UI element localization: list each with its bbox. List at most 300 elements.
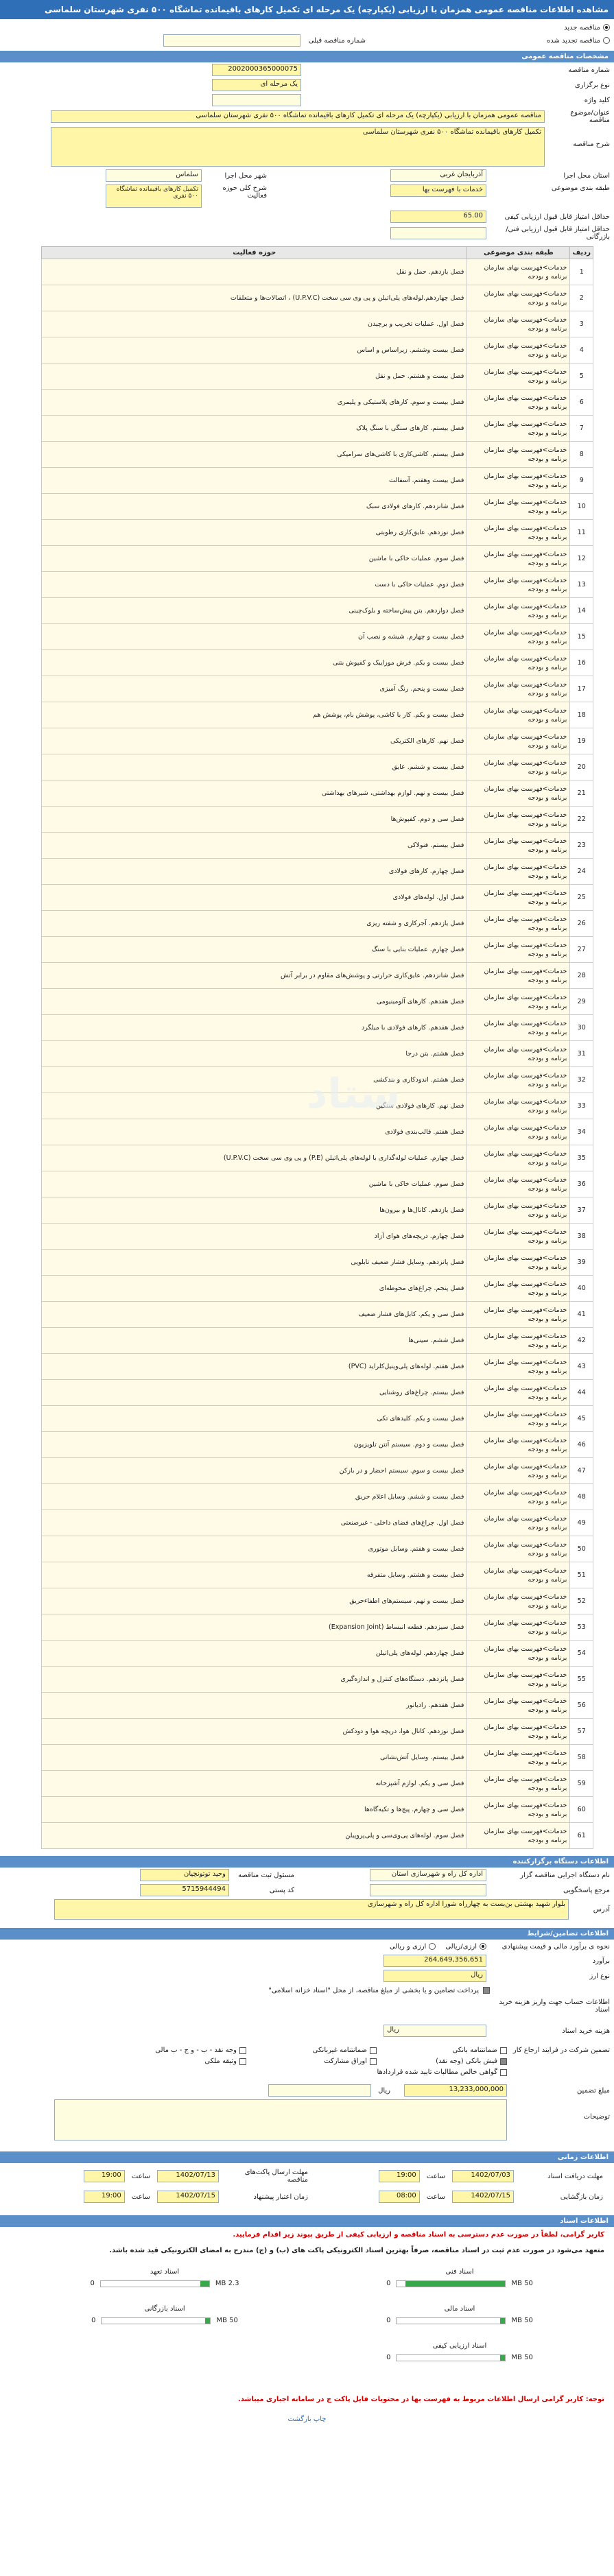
table-row <box>42 1719 593 1745</box>
row-activity: فصل بیست و یکم. کلیدهای تکی <box>42 1406 467 1432</box>
row-category: خدمات>فهرست بهای سازمان برنامه و بودجه <box>467 1614 570 1641</box>
row-number: 23 <box>570 833 593 859</box>
files-grid <box>0 2258 614 2371</box>
table-row <box>42 1641 593 1667</box>
file-label: اسناد تعهد <box>150 2268 180 2276</box>
table-row <box>42 1354 593 1380</box>
row-activity: فصل چهارم. عملیات بنایی با سنگ <box>42 937 467 963</box>
row-number: 39 <box>570 1250 593 1276</box>
files-note-1: کاربر گرامی، لطفاً در صورت عدم دسترسی به اسناد مناقصه و ارزیابی کیفی از طریق پیوند زیر اقدام فرمایید. <box>0 2227 614 2243</box>
header-category: طبقه بندی موضوعی <box>467 247 570 259</box>
row-category: خدمات>فهرست بهای سازمان برنامه و بودجه <box>467 1588 570 1614</box>
row-activity: فصل بیست و یکم. کار با کاشی، پوشش بام، پوشش هم <box>42 702 467 728</box>
table-row <box>42 1771 593 1797</box>
deposit-label: نحوه ی برآورد مالی و قیمت پیشنهادی <box>501 1942 610 1951</box>
row-activity: فصل بیست و سوم. سیستم احضار و در بازکن <box>42 1458 467 1484</box>
time-doc-receive: مهلت دریافت اسناد 1402/07/03 ساعت 19:00 <box>312 2167 607 2185</box>
row-number: 35 <box>570 1145 593 1171</box>
guarantee-option[interactable] <box>246 2058 377 2065</box>
table-row <box>42 1588 593 1614</box>
file-progress <box>396 2317 506 2324</box>
radio-dot[interactable] <box>480 1943 486 1950</box>
guarantee-option-label: گواهی خالص مطالبات تایید شده قراردادها <box>377 2068 497 2076</box>
row-number: 16 <box>570 650 593 676</box>
row-activity: فصل بیستم. کارهای سنگی با سنگ پلاک <box>42 416 467 442</box>
row-activity: فصل بیست وهفتم. آسفالت <box>42 468 467 494</box>
guarantee-currency: ریال <box>378 2086 390 2095</box>
row-activity: فصل سوم. عملیات خاکی با ماشین <box>42 1171 467 1197</box>
radio-dot[interactable] <box>603 37 610 44</box>
row-category: خدمات>فهرست بهای سازمان برنامه و بودجه <box>467 702 570 728</box>
fee-checkbox[interactable] <box>483 1987 490 1994</box>
row-category: خدمات>فهرست بهای سازمان برنامه و بودجه <box>467 546 570 572</box>
row-number: 38 <box>570 1224 593 1250</box>
table-row <box>42 1406 593 1432</box>
row-number: 34 <box>570 1119 593 1145</box>
table-row <box>42 259 593 285</box>
row-activity: فصل سیزدهم. قطعه انبساط (Expansion Joint) <box>42 1614 467 1641</box>
desc2-field[interactable] <box>54 2099 507 2140</box>
table-row <box>42 1145 593 1171</box>
row-category: خدمات>فهرست بهای سازمان برنامه و بودجه <box>467 1145 570 1171</box>
row-number: 14 <box>570 598 593 624</box>
row-activity: فصل هشتم. اندودکاری و بندکشی <box>42 1067 467 1093</box>
desc2-row <box>0 2098 614 2142</box>
row-category: خدمات>فهرست بهای سازمان برنامه و بودجه <box>467 311 570 337</box>
row-number: 10 <box>570 494 593 520</box>
row-category: خدمات>فهرست بهای سازمان برنامه و بودجه <box>467 754 570 780</box>
file-progress <box>100 2280 210 2287</box>
row-category: خدمات>فهرست بهای سازمان برنامه و بودجه <box>467 1224 570 1250</box>
guarantee-option-label: فیش بانکی (وجه نقد) <box>436 2058 497 2065</box>
table-row <box>42 780 593 807</box>
tender-number-field[interactable]: 2002000365000075 <box>212 64 301 76</box>
min-score2-label: حداقل امتیاز قابل قبول ارزیابی فنی/بازرگانی <box>506 226 610 241</box>
table-row <box>42 650 593 676</box>
row-number: 60 <box>570 1797 593 1823</box>
checkbox[interactable] <box>370 2058 377 2065</box>
row-category: خدمات>فهرست بهای سازمان برنامه و بودجه <box>467 624 570 650</box>
guarantee-options <box>116 2047 507 2076</box>
row-activity: فصل بیست و ششم. وسایل اعلام حریق <box>42 1484 467 1510</box>
currency-label: نوع ارز <box>589 1972 610 1980</box>
guarantee-amount-label: مبلغ تضمین <box>576 2086 610 2095</box>
row-number: 12 <box>570 546 593 572</box>
table-row <box>42 937 593 963</box>
row-number: 31 <box>570 1041 593 1067</box>
radio-dot[interactable] <box>603 24 610 31</box>
table-row <box>42 337 593 363</box>
table-row <box>42 1041 593 1067</box>
table-row <box>42 1536 593 1562</box>
row-activity: فصل هفدهم. رادیاتور <box>42 1693 467 1719</box>
guarantee-option-label: وجه نقد - ب - و ج - ب مالی <box>155 2047 237 2054</box>
time-grid <box>0 2163 614 2208</box>
guarantee-option[interactable] <box>377 2068 507 2076</box>
row-number: 27 <box>570 937 593 963</box>
doc-price-field[interactable]: ریال <box>383 2025 486 2037</box>
row-number: 58 <box>570 1745 593 1771</box>
row-activity: فصل چهاردهم.لوله‌های پلی‌اتیلن و پی وی سی سخت (U.P.V.C) ، اتصالات‌ها و متعلقات <box>42 285 467 311</box>
row-number: 56 <box>570 1693 593 1719</box>
currency-field[interactable]: ریال <box>383 1970 486 1982</box>
subject-label: عنوان/موضوع مناقصه <box>570 109 610 124</box>
table-row <box>42 390 593 416</box>
address-row <box>0 1898 614 1921</box>
row-activity: فصل چهارم. عملیات لوله‌گذاری با لوله‌های پلی‌اتیلن (P.E) و پی وی سی سخت (U.P.V.C) <box>42 1145 467 1171</box>
table-row <box>42 1614 593 1641</box>
file-label: اسناد فنی <box>445 2268 474 2276</box>
row-category: خدمات>فهرست بهای سازمان برنامه و بودجه <box>467 598 570 624</box>
row-number: 9 <box>570 468 593 494</box>
row-number: 52 <box>570 1588 593 1614</box>
table-row <box>42 624 593 650</box>
row-activity: فصل نوزدهم. عایق‌کاری رطوبتی <box>42 520 467 546</box>
file-label: اسناد مالی <box>444 2305 475 2313</box>
row-category: خدمات>فهرست بهای سازمان برنامه و بودجه <box>467 885 570 911</box>
row-number: 59 <box>570 1771 593 1797</box>
subject-row <box>0 108 614 126</box>
table-row <box>42 989 593 1015</box>
row-category: خدمات>فهرست بهای سازمان برنامه و بودجه <box>467 1797 570 1823</box>
account-label: اطلاعات حساب جهت واریز هزینه خرید اسناد <box>499 1999 610 2014</box>
row-activity: فصل سوم. عملیات خاکی با ماشین <box>42 546 467 572</box>
validity-time[interactable]: 19:00 <box>84 2191 125 2203</box>
doc-price-row <box>0 2015 614 2038</box>
table-row <box>42 572 593 598</box>
row-number: 3 <box>570 311 593 337</box>
table-row <box>42 1067 593 1093</box>
row-activity: فصل بیست و نهم. لوازم بهداشتی، شیرهای بهداشتی <box>42 780 467 807</box>
file-progress-fill <box>405 2281 505 2287</box>
row-number: 22 <box>570 807 593 833</box>
row-category: خدمات>فهرست بهای سازمان برنامه و بودجه <box>467 1093 570 1119</box>
table-row <box>42 1484 593 1510</box>
radio-dot[interactable] <box>429 1943 436 1950</box>
guarantee-option[interactable] <box>377 2047 507 2054</box>
row-number: 11 <box>570 520 593 546</box>
doc-price-label: هزینه خرید اسناد <box>562 2027 610 2035</box>
file-label: اسناد بازرگانی <box>144 2305 185 2313</box>
header-row-number: ردیف <box>570 247 593 259</box>
checkbox[interactable] <box>370 2047 377 2054</box>
keyword-label: کلید واژه <box>584 96 610 104</box>
radio-new[interactable]: مناقصه جدید <box>564 24 610 32</box>
checkbox[interactable] <box>239 2047 246 2054</box>
estimate-field[interactable]: 264,649,356,651 <box>383 1955 486 1967</box>
file-progress-fill <box>205 2318 211 2324</box>
city-field[interactable]: سلماس <box>106 169 202 182</box>
row-activity: فصل دوم. عملیات خاکی با دست <box>42 572 467 598</box>
submit-date[interactable]: 1402/07/13 <box>157 2170 219 2182</box>
row-activity: فصل بیست و هشتم. حمل و نقل <box>42 363 467 390</box>
table-row <box>42 1171 593 1197</box>
row-category: خدمات>فهرست بهای سازمان برنامه و بودجه <box>467 1380 570 1406</box>
org-field[interactable]: اداره کل راه و شهرسازی استان <box>370 1869 486 1881</box>
province-label: استان محل اجرا <box>563 171 610 180</box>
city-label: شهر محل اجرا <box>224 171 267 180</box>
row-category: خدمات>فهرست بهای سازمان برنامه و بودجه <box>467 1693 570 1719</box>
general-section-title: مشخصات مناقصه عمومی <box>0 51 614 62</box>
table-row <box>42 1562 593 1588</box>
desc-field[interactable]: تکمیل کارهای باقیمانده تماشگاه ۵۰۰ نفری شهرستان سلماسی <box>51 127 545 167</box>
row-activity: فصل بیستم. چراغ‌های روشنایی <box>42 1380 467 1406</box>
row-number: 8 <box>570 442 593 468</box>
contact-field[interactable]: وحید توتونچیان <box>140 1869 229 1881</box>
postal-label: کد پستی <box>269 1886 294 1894</box>
row-number: 18 <box>570 702 593 728</box>
row-number: 50 <box>570 1536 593 1562</box>
row-category: خدمات>فهرست بهای سازمان برنامه و بودجه <box>467 1771 570 1797</box>
guarantee-option[interactable] <box>377 2058 507 2065</box>
table-row <box>42 1667 593 1693</box>
row-number: 30 <box>570 1015 593 1041</box>
guarantee-amount-row <box>0 2077 614 2098</box>
open-time[interactable]: 08:00 <box>379 2191 420 2203</box>
row-category: خدمات>فهرست بهای سازمان برنامه و بودجه <box>467 807 570 833</box>
guarantee-option[interactable] <box>246 2047 377 2054</box>
row-number: 29 <box>570 989 593 1015</box>
table-row <box>42 859 593 885</box>
row-category: خدمات>فهرست بهای سازمان برنامه و بودجه <box>467 1562 570 1588</box>
table-row <box>42 1745 593 1771</box>
file-progress <box>101 2317 211 2324</box>
checkbox[interactable] <box>500 2069 507 2076</box>
row-category: خدمات>فهرست بهای سازمان برنامه و بودجه <box>467 989 570 1015</box>
org-section-title: اطلاعات دستگاه برگزارکننده <box>0 1856 614 1868</box>
row-category: خدمات>فهرست بهای سازمان برنامه و بودجه <box>467 1302 570 1328</box>
table-row <box>42 963 593 989</box>
table-row <box>42 442 593 468</box>
currency-row <box>0 1968 614 1983</box>
file-progress <box>396 2354 506 2361</box>
table-row <box>42 1197 593 1224</box>
row-category: خدمات>فهرست بهای سازمان برنامه و بودجه <box>467 650 570 676</box>
row-number: 7 <box>570 416 593 442</box>
type-field[interactable]: یک مرحله ای <box>212 79 301 91</box>
tender-number-label: شماره مناقصه <box>568 66 610 74</box>
row-number: 13 <box>570 572 593 598</box>
open-date[interactable]: 1402/07/15 <box>452 2191 514 2203</box>
file-progress-fill <box>200 2281 209 2287</box>
table-row <box>42 1693 593 1719</box>
row-category: خدمات>فهرست بهای سازمان برنامه و بودجه <box>467 416 570 442</box>
validity-date[interactable]: 1402/07/15 <box>157 2191 219 2203</box>
row-category: خدمات>فهرست بهای سازمان برنامه و بودجه <box>467 1745 570 1771</box>
table-row <box>42 598 593 624</box>
row-activity: فصل شانزدهم. کارهای فولادی سبک <box>42 494 467 520</box>
row-category: خدمات>فهرست بهای سازمان برنامه و بودجه <box>467 937 570 963</box>
row-number: 21 <box>570 780 593 807</box>
keyword-row <box>0 93 614 108</box>
row-category: خدمات>فهرست بهای سازمان برنامه و بودجه <box>467 1719 570 1745</box>
table-row <box>42 1797 593 1823</box>
row-number: 17 <box>570 676 593 702</box>
row-category: خدمات>فهرست بهای سازمان برنامه و بودجه <box>467 1328 570 1354</box>
category-field[interactable]: خدمات با فهرست بها <box>390 184 486 197</box>
table-row <box>42 911 593 937</box>
table-row <box>42 1119 593 1145</box>
estimate-row <box>0 1953 614 1968</box>
print-link[interactable]: چاپ بارگشت <box>287 2416 327 2423</box>
row-activity: فصل سی و چهارم. پیچ‌ها و تکیه‌گاه‌ها <box>42 1797 467 1823</box>
page-title: مشاهده اطلاعات مناقصه عمومی همزمان با ارزیابی (یکپارچه) یک مرحله ای تکمیل کارهای باقیمانده تماشگاه ۵۰۰ نفری شهرستان سلماسی <box>0 0 614 19</box>
province-row <box>0 168 614 183</box>
row-activity: فصل بیست و نهم. سیستم‌های اطفاءحریق <box>42 1588 467 1614</box>
row-category: خدمات>فهرست بهای سازمان برنامه و بودجه <box>467 780 570 807</box>
file-block <box>17 2305 312 2324</box>
guarantee-option-label: وثیقه ملکی <box>204 2058 237 2065</box>
checkbox[interactable] <box>239 2058 246 2065</box>
min-score-field[interactable]: 65.00 <box>390 211 486 223</box>
row-activity: فصل نهم. کارهای الکتریکی <box>42 728 467 754</box>
table-row <box>42 285 593 311</box>
file-block <box>312 2305 607 2324</box>
min-score-label: حداقل امتیاز قابل قبول ارزیابی کیفی <box>504 213 610 221</box>
file-size: 50 MB <box>511 2317 533 2324</box>
row-activity: فصل بیستم. فنولاکی <box>42 833 467 859</box>
row-number: 55 <box>570 1667 593 1693</box>
row-category: خدمات>فهرست بهای سازمان برنامه و بودجه <box>467 1171 570 1197</box>
scope-field[interactable]: تکمیل کارهای باقیمانده تماشگاه ۵۰۰ نفری <box>106 184 202 208</box>
postal-field[interactable]: 5715944494 <box>140 1884 229 1896</box>
row-activity: فصل بیست و ششم. عایق <box>42 754 467 780</box>
type-row <box>0 77 614 93</box>
table-row <box>42 1224 593 1250</box>
row-number: 40 <box>570 1276 593 1302</box>
checkbox[interactable] <box>500 2058 507 2065</box>
address-field[interactable]: بلوار شهید بهشتی بن‌بست به چهارراه شورا اداره کل راه و شهرسازی <box>54 1899 569 1920</box>
time-submit: مهلت ارسال پاکت‌های مناقصه 1402/07/13 ساعت 19:00 <box>17 2167 312 2185</box>
row-number: 45 <box>570 1406 593 1432</box>
row-activity: فصل سی و یکم. کابل‌های فشار ضعیف <box>42 1302 467 1328</box>
radio-both[interactable]: ارزی و ریالی <box>390 1943 436 1951</box>
row-activity: فصل بیست و سوم. کارهای پلاستیکی و پلیمری <box>42 390 467 416</box>
row-activity: فصل بیستم. وسایل آتش‌نشانی <box>42 1745 467 1771</box>
row-activity: فصل پنجم. چراغ‌های محوطه‌ای <box>42 1276 467 1302</box>
time-section-title: اطلاعات زمانی <box>0 2151 614 2163</box>
guarantee-option[interactable] <box>116 2047 246 2054</box>
row-category: خدمات>فهرست بهای سازمان برنامه و بودجه <box>467 1354 570 1380</box>
radio-renewed[interactable]: مناقصه تجدید شده <box>547 37 610 45</box>
row-number: 47 <box>570 1458 593 1484</box>
renewed-row <box>0 33 614 48</box>
row-category: خدمات>فهرست بهای سازمان برنامه و بودجه <box>467 1432 570 1458</box>
row-number: 15 <box>570 624 593 650</box>
prev-number-label: شماره مناقصه قبلی <box>308 36 366 45</box>
guarantee-option[interactable] <box>116 2058 246 2065</box>
table-row <box>42 1093 593 1119</box>
file-progress-zero: 0 <box>91 2317 96 2324</box>
row-activity: فصل دوازدهم. بتن پیش‌ساخته و بلوک‌چینی <box>42 598 467 624</box>
row-category: خدمات>فهرست بهای سازمان برنامه و بودجه <box>467 1510 570 1536</box>
row-number: 19 <box>570 728 593 754</box>
scope-label: شرح کلی حوزه فعالیت <box>222 184 267 200</box>
ref-field[interactable] <box>370 1884 486 1896</box>
prev-number-field[interactable] <box>163 34 300 47</box>
row-category: خدمات>فهرست بهای سازمان برنامه و بودجه <box>467 1406 570 1432</box>
file-block <box>312 2268 607 2287</box>
watermark: ستاد <box>306 1070 401 1118</box>
doc-receive-date[interactable]: 1402/07/03 <box>452 2170 514 2182</box>
file-block <box>312 2342 607 2361</box>
deposit-row <box>0 1940 614 1953</box>
guarantee-amount-field[interactable]: 13,233,000,000 <box>404 2084 507 2097</box>
desc2-label: توضیحات <box>583 2113 610 2121</box>
table-row <box>42 676 593 702</box>
files-note-2: متعهد می‌شود در صورت عدم ثبت در اسناد مناقصه، صرفاً بهترین اسناد الکترونیکی پاکت های (ب) و (ج) مندرج به امضای الکترونیکی قید شده باشد. <box>0 2243 614 2258</box>
row-category: خدمات>فهرست بهای سازمان برنامه و بودجه <box>467 572 570 598</box>
table-row <box>42 1015 593 1041</box>
row-activity: فصل بیست و دوم. سیستم آنتن تلویزیون <box>42 1432 467 1458</box>
row-number: 4 <box>570 337 593 363</box>
checkbox[interactable] <box>500 2047 507 2054</box>
row-category: خدمات>فهرست بهای سازمان برنامه و بودجه <box>467 1015 570 1041</box>
time-validity: زمان اعتبار پیشنهاد 1402/07/15 ساعت 19:00 <box>17 2189 312 2204</box>
submit-time[interactable]: 19:00 <box>84 2170 125 2182</box>
province-field[interactable]: آذربایجان غربی <box>390 169 486 182</box>
row-activity: فصل هفتم. قالب‌بندی فولادی <box>42 1119 467 1145</box>
table-row <box>42 1380 593 1406</box>
guarantee-types-label: تضمین شرکت در فرایند ارجاع کار <box>512 2047 610 2054</box>
row-category: خدمات>فهرست بهای سازمان برنامه و بودجه <box>467 963 570 989</box>
file-progress-fill <box>500 2318 506 2324</box>
table-row <box>42 885 593 911</box>
subject-field[interactable]: مناقصه عمومی همزمان با ارزیابی (یکپارچه) یک مرحله ای تکمیل کارهای باقیمانده تماشگاه ۵۰۰ نفری شهرستان سلماسی <box>51 110 545 123</box>
table-row <box>42 754 593 780</box>
ref-row <box>0 1883 614 1898</box>
row-activity: فصل شانزدهم. عایق‌کاری حرارتی و پوشش‌های مقاوم در برابر آتش <box>42 963 467 989</box>
min-score2-field[interactable] <box>390 227 486 239</box>
category-label: طبقه بندی موضوعی <box>551 184 610 192</box>
row-activity: فصل بیستم. کاشی‌کاری با کاشی‌های سرامیکی <box>42 442 467 468</box>
row-activity: فصل بیست و هشتم. وسایل متفرقه <box>42 1562 467 1588</box>
table-row <box>42 546 593 572</box>
ref-label: مرجع پاسخگویی <box>563 1886 610 1894</box>
file-block <box>17 2268 312 2287</box>
table-row <box>42 1823 593 1849</box>
row-category: خدمات>فهرست بهای سازمان برنامه و بودجه <box>467 1197 570 1224</box>
category-row <box>0 183 614 209</box>
keyword-field[interactable] <box>212 94 301 106</box>
account-row <box>0 1997 614 2015</box>
guarantee-extra-field[interactable] <box>268 2084 371 2097</box>
doc-receive-time[interactable]: 19:00 <box>379 2170 420 2182</box>
guarantee-option-label: ضمانتنامه بانکی <box>452 2047 497 2054</box>
table-row <box>42 833 593 859</box>
file-progress-zero: 0 <box>386 2354 391 2361</box>
row-activity: فصل اول. چراغ‌های فضای داخلی - غیرصنعتی <box>42 1510 467 1536</box>
table-row <box>42 1458 593 1484</box>
row-category: خدمات>فهرست بهای سازمان برنامه و بودجه <box>467 833 570 859</box>
row-number: 53 <box>570 1614 593 1641</box>
row-number: 57 <box>570 1719 593 1745</box>
row-activity: فصل بیست و یکم. فرش موزاییک و کفپوش بتنی <box>42 650 467 676</box>
row-activity: فصل چهارم. کارهای فولادی <box>42 859 467 885</box>
estimate-label: برآورد <box>592 1957 610 1965</box>
activity-table <box>41 246 593 1849</box>
row-activity: فصل چهاردهم. لوله‌های پلی‌اتیلن <box>42 1641 467 1667</box>
row-number: 36 <box>570 1171 593 1197</box>
row-category: خدمات>فهرست بهای سازمان برنامه و بودجه <box>467 363 570 390</box>
table-row <box>42 416 593 442</box>
row-activity: فصل پانزدهم. وسایل فشار ضعیف تابلویی <box>42 1250 467 1276</box>
radio-rial[interactable]: ارزی/ریالی <box>445 1943 486 1951</box>
row-number: 51 <box>570 1562 593 1588</box>
row-number: 54 <box>570 1641 593 1667</box>
tender-mode-group <box>0 19 614 33</box>
footer-note: توجه: کاربر گرامی ارسال اطلاعات مربوط به فهرست بها در محتویات فایل پاکت ج در سامانه اجباری میباشد. <box>0 2392 614 2407</box>
